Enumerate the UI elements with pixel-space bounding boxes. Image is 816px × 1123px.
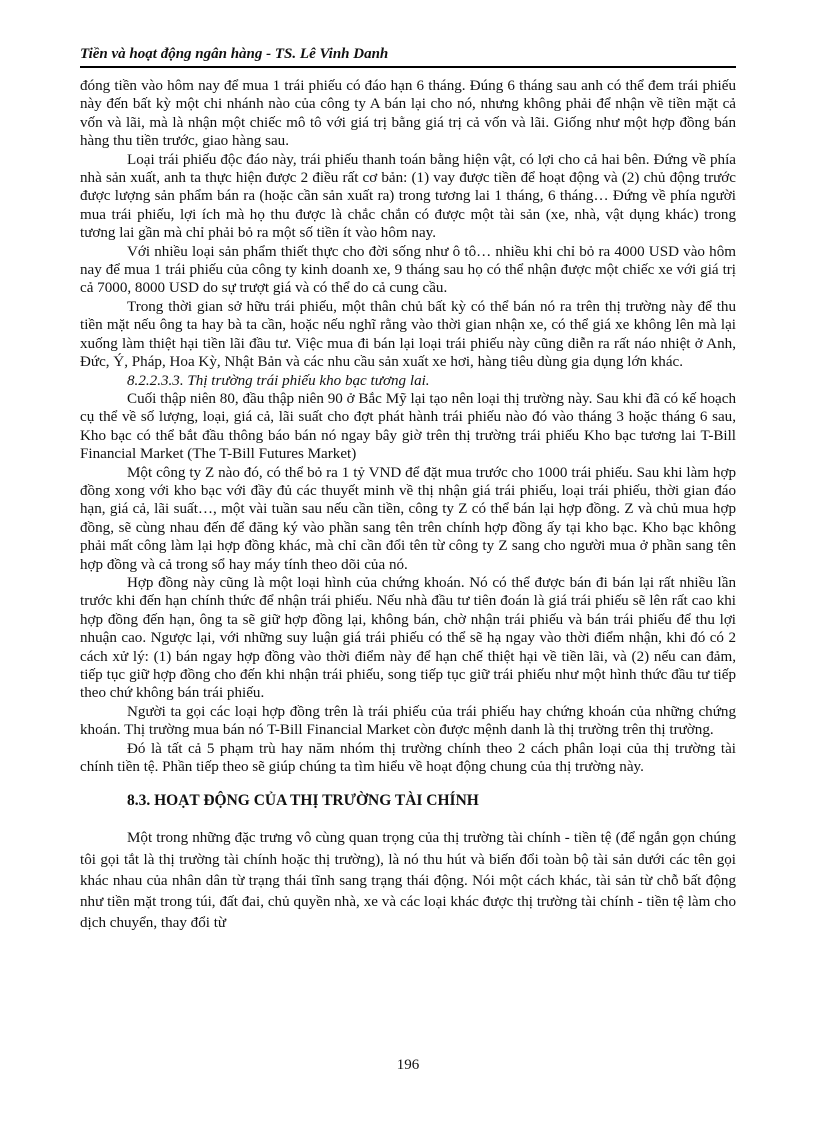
paragraph: Cuối thập niên 80, đầu thập niên 90 ở Bắc Mỹ lại tạo nên loại thị trường này. Sau khi đã có kế hoạch cụ thể về số lượng, loại, giá cả, lãi suất cho đợt phát hành trái phiếu nào đó vào tháng 3 hoặc tháng 6 sau, Kho bạc có thể bắt đầu thông báo bán nó ngay bây giờ trên thị trường trái phiếu Kho bạc tương lai T-Bill Financial Market (The T-Bill Futures Market) <box>80 390 736 463</box>
page-number: 196 <box>396 1057 420 1073</box>
paragraph: Trong thời gian sở hữu trái phiếu, một thân chủ bất kỳ có thể bán nó ra trên thị trường này để thu tiền mặt nếu ông ta hay bà ta cần, hoặc nếu nghĩ rằng vào thời gian nhận xe, có thể giá xe không lên mà lại xuống làm thiệt hại tiền lãi đầu tư. Việc mua đi bán lại loại trái phiếu này cũng diễn ra rất náo nhiệt ở Anh, Đức, Ý, Pháp, Hoa Kỳ, Nhật Bản và các nhu cầu sản xuất xe hơi, hàng tiêu dùng gia dụng lớn khác. <box>80 298 736 371</box>
paragraph: Đó là tất cả 5 phạm trù hay năm nhóm thị trường chính theo 2 cách phân loại của thị trường tài chính tiền tệ. Phần tiếp theo sẽ giúp chúng ta tìm hiểu về hoạt động chung của thị trường này. <box>80 740 736 776</box>
paragraph: Với nhiều loại sản phẩm thiết thực cho đời sống như ô tô… nhiều khi chỉ bỏ ra 4000 USD vào hôm nay để mua 1 trái phiếu của công ty kinh doanh xe, 9 tháng sau họ có thể nhận được một chiếc xe với giá trị cả 7000, 8000 USD do sự trượt giá và có thể do cả cung cầu. <box>80 243 736 297</box>
section-heading: 8.3. HOẠT ĐỘNG CỦA THỊ TRƯỜNG TÀI CHÍNH <box>127 792 479 810</box>
paragraph: Hợp đồng này cũng là một loại hình của chứng khoán. Nó có thể được bán đi bán lại rất nhiều lần trước khi đến hạn chính thức để nhận trái phiếu. Nếu nhà đầu tư tiên đoán là giá trái phiếu sẽ lên rất cao khi hợp đồng đến hạn, ông ta sẽ giữ hợp đồng lại, không bán, chờ nhận trái phiếu và bán trái phiếu để thu lợi nhuận cao. Ngược lại, với những suy luận giá trái phiếu có thể sẽ hạ ngay vào thời điểm nhận, khi đó có 2 cách xử lý: (1) bán ngay hợp đồng vào thời điểm này để hạn chế thiệt hại về tiền lãi, và (2) nếu can đảm, tiếp tục giữ hợp đồng cho đến khi nhận trái phiếu, song tiếp tục giữ trái phiếu như một hình thức đầu tư tiếp theo chứ không bán trái phiếu. <box>80 574 736 702</box>
paragraph: Loại trái phiếu độc đáo này, trái phiếu thanh toán bằng hiện vật, có lợi cho cả hai bên. Đứng về phía nhà sản xuất, anh ta thực hiện được 2 điều rất cơ bản: (1) vay được tiền để hoạt động và (2) chủ động trước được lượng sản phẩm bán ra (hoặc cần sản xuất ra) trong tương lai 1 tháng, 6 tháng… Đứng về phía người mua trái phiếu, lợi ích mà họ thu được là chắc chắn có được một tài sản (xe, nhà, vật dụng khác) trong tương lai gần mà chỉ phải bỏ ra một số tiền ít vào hôm nay. <box>80 151 736 242</box>
subsection-heading: 8.2.2.3.3. Thị trường trái phiếu kho bạc tương lai. <box>127 372 430 389</box>
paragraph: Một công ty Z nào đó, có thể bỏ ra 1 tỷ VND để đặt mua trước cho 1000 trái phiếu. Sau khi làm hợp đồng xong với kho bạc với đầy đủ các thuyết minh về thị nhận giá trái phiếu, loại trái phiếu, thời gian đáo hạn, giá cả, lãi suất…, một vài tuần sau nếu cần tiền, công ty Z có thể bán lại hợp đồng. Z và chủ mua hợp đồng, sẽ cùng nhau đến để đăng ký vào phần sang tên trên chính hợp đồng ấy tại kho bạc. Kho bạc không phải mất công làm lại hợp đồng khác, mà chỉ cần đổi tên từ công ty Z sang cho người mua ở phần sang tên hợp đồng và cả trong sổ hay máy tính theo dõi của nó. <box>80 464 736 573</box>
header-rule <box>80 66 736 68</box>
paragraph: Người ta gọi các loại hợp đồng trên là trái phiếu của trái phiếu hay chứng khoán của những chứng khoán. Thị trường mua bán nó T-Bill Financial Market còn được mệnh danh là thị trường trên thị trường. <box>80 703 736 739</box>
paragraph: Một trong những đặc trưng vô cùng quan trọng của thị trường tài chính - tiền tệ (để ngắn gọn chúng tôi gọi tắt là thị trường tài chính hoặc thị trường), là nó thu hút và biến đổi toàn bộ tài sản dưới các tên gọi khác nhau của nhân dân từ trạng thái tĩnh sang trạng thái động. Nói một cách khác, tài sản từ chỗ bất động như tiền mặt trong túi, đất đai, chủ quyền nhà, xe và các loại khác được thị trường tài chính - tiền tệ làm cho dịch chuyển, thay đổi từ <box>80 830 736 932</box>
page-body <box>80 77 736 934</box>
running-header: Tiền và hoạt động ngân hàng - TS. Lê Vinh Danh <box>80 46 389 62</box>
paragraph: đóng tiền vào hôm nay để mua 1 trái phiếu có đáo hạn 6 tháng. Đúng 6 tháng sau anh có thể đem trái phiếu này đến bất kỳ một chi nhánh nào của công ty A bán lại cho nó, nhưng không phải để nhận về tiền mặt cả vốn và lãi, mà là nhận một chiếc mô tô với giá trị bằng giá trị cả vốn và lãi. Giống như một hợp đồng bán hàng thu tiền trước, giao hàng sau. <box>80 78 736 150</box>
